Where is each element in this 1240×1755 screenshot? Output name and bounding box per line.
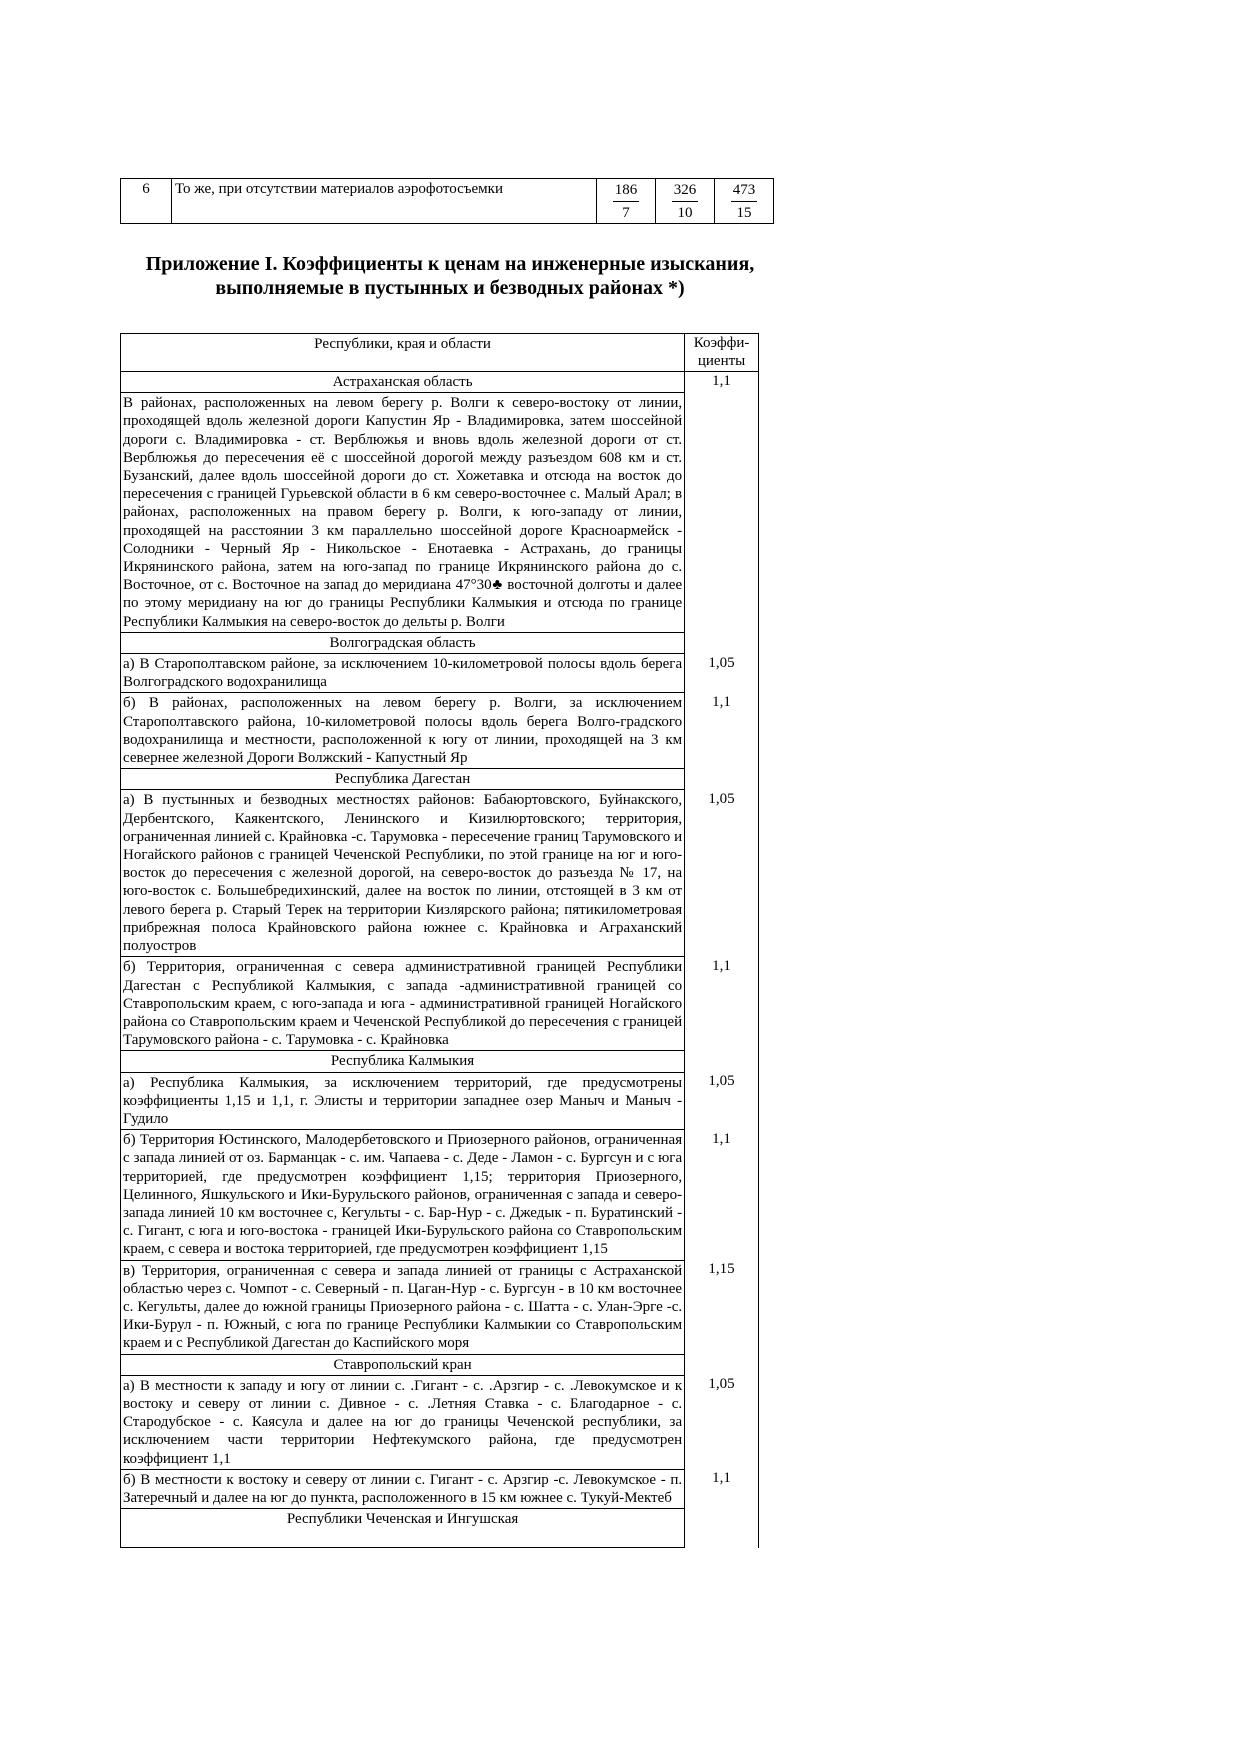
heading-line-1: Приложение I. Коэффициенты к ценам на инженерные изыскания, [145,253,755,275]
table-row [121,1051,759,1072]
coefficient-value: 1,05 [685,1072,759,1130]
coefficient-value [685,393,759,633]
table-row [121,1509,759,1548]
region-title: Астраханская область [121,372,685,393]
area-description: а) В пустынных и безводных местностях районов: Бабаюртовского, Буйнакского, Дербентского, Каякентского, Ленинского и Кизилюртовского; территория, ограниченная линией с. Крайновка -с. Тарумовка - пересечение границ Тарумовского и Ногайского районов с границей Чеченской Республики, по этой границе на юг и юго-восток до пересечения с железной дорогой, на северо-восток до разъезда № 17, на юго-восток с. Большебредихинский, далее на восток по линии, отстоящей в 3 км от левого берега р. Старый Терек на территории Кизлярского района; пятикилометровая прибрежная полоса Крайновского района южнее с. Крайновка и Аграханский полуостров [121,790,685,957]
coefficient-value [685,1509,759,1548]
table-row [121,1130,759,1260]
region-title: Волгоградская область [121,632,685,653]
coefficient-value [685,769,759,790]
table-row [121,1375,759,1469]
fraction-cell [597,179,656,224]
table-row [121,1469,759,1508]
area-description: в) Территория, ограниченная с севера и запада линией от границы с Астраханской областью через с. Чомпот - с. Северный - п. Цаган-Нур - с. Бургсун - в 10 км восточнее с. Кегульты, далее до южной границы Приозерного района - с. Шатта - с. Улан-Эрге -с. Ики-Бурул - п. Южный, с юга по границе Республики Калмыкии со Ставропольским краем и с Республикой Дагестан до Каспийского моря [121,1260,685,1354]
area-description: а) Республика Калмыкия, за исключением территорий, где предусмотрены коэффициенты 1,15 и 1,1, г. Элисты и территории западнее озер Маныч и Маныч - Гудило [121,1072,685,1130]
area-description: б) Территория, ограниченная с севера административной границей Республики Дагестан с Республикой Калмыкия, с запада -административной границей со Ставропольским краем, с юго-запада и юга - административной границей Ногайского района со Ставропольским краем и Чеченской Республикой до пересечения с границей Тарумовского района - с. Тарумовка - с. Крайновка [121,957,685,1051]
fraction-cell [715,179,774,224]
coefficient-value [685,1051,759,1072]
region-title: Ставропольский кран [121,1354,685,1375]
area-description: б) Территория Юстинского, Малодербетовского и Приозерного районов, ограниченная с запада линией от оз. Барманцак - с. им. Чапаева - с. Деде - Ламон - с. Бургсун и с юга территорией, где предусмотрен коэффициент 1,15; территория Приозерного, Целинного, Яшкульского и Ики-Бурульского районов, ограниченная с запада и северо-запада линией 10 км восточнее с, Кегульты - с. Бар-Нур - с. Джедык - п. Буратинский - с. Гигант, с юга и юго-востока - границей Ики-Бурульского района со Ставропольским краем, с севера и востока территорией, где предусмотрен коэффициент 1,15 [121,1130,685,1260]
row-number: 6 [121,179,172,224]
fraction-denominator: 7 [622,205,630,221]
coefficient-value: 1,05 [685,654,759,693]
coefficient-value: 1,1 [685,372,759,393]
table-row [121,372,759,393]
table-row [121,393,759,633]
table-row [121,957,759,1051]
fraction-denominator: 10 [677,205,693,221]
coefficient-value: 1,1 [685,693,759,769]
appendix-heading [110,252,790,300]
coefficient-value: 1,1 [685,1130,759,1260]
table-row [121,769,759,790]
area-description: а) В местности к западу и югу от линии с. .Гигант - с. .Арзгир - с. .Левокумское и к востоку и северу от линии с. Дивное - с. .Летняя Ставка - с. Благодарное - с. Стародубское - с. Каясула и далее на юг до границы Чеченской республики, за исключением части территории Нефтекумского района, где предусмотрен коэффициент 1,1 [121,1375,685,1469]
table-row [121,654,759,693]
fraction-numerator: 186 [613,182,639,202]
table-row [121,1072,759,1130]
table-row [121,693,759,769]
coefficient-value: 1,15 [685,1260,759,1354]
table-row [121,632,759,653]
region-title: Республика Калмыкия [121,1051,685,1072]
fraction-numerator: 473 [731,182,757,202]
heading-line-2: выполняемые в пустынных и безводных районах *) [215,277,685,299]
header-regions: Республики, края и области [121,334,685,372]
table-row [121,1260,759,1354]
coefficient-value: 1,1 [685,1469,759,1508]
fraction-numerator: 326 [672,182,698,202]
coefficient-value [685,632,759,653]
table-row [121,790,759,957]
fraction-cell [656,179,715,224]
region-title: Республика Дагестан [121,769,685,790]
previous-table-row [120,178,774,224]
area-description: б) В местности к востоку и северу от линии с. Гигант - с. Арзгир -с. Левокумское - п. Затеречный и далее на юг до пункта, расположенного в 15 км южнее с. Тукуй-Мектеб [121,1469,685,1508]
coefficient-value [685,1354,759,1375]
table-row [121,1354,759,1375]
area-description: б) В районах, расположенных на левом берегу р. Волги, за исключением Старополтавского района, 10-километровой полосы вдоль берега Волго-градского водохранилища и местности, расположенной к югу от линии, проходящей на 3 км севернее железной Дороги Волжский - Капустный Яр [121,693,685,769]
coefficients-table [120,333,759,1548]
table-header-row [121,334,759,372]
row-description: То же, при отсутствии материалов аэрофотосъемки [172,179,597,224]
header-coefficients: Коэффи-циенты [685,334,759,372]
fraction-denominator: 15 [736,205,752,221]
area-description: В районах, расположенных на левом берегу р. Волги к северо-востоку от линии, проходящей вдоль железной дороги Капустин Яр - Владимировка, затем шоссейной дороги с. Владимировка - ст. Верблюжья и вновь вдоль железной дороги от ст. Верблюжья до пересечения её с шоссейной дорогой между разъездом 608 км и ст. Бузанский, далее вдоль шоссейной дороги до ст. Хожетавка и отсюда на восток до пересечения с границей Гурьевской области в 6 км северо-восточнее с. Малый Арал; в районах, расположенных на правом берегу р. Волги, к юго-западу от линии, проходящей на расстоянии 3 км параллельно шоссейной дороге Красноармейск - Солодники - Черный Яр - Никольское - Енотаевка - Астрахань, до границы Икрянинского района, затем на юго-запад по границе Икрянинского района до с. Восточное, от с. Восточное на запад до меридиана 47°30♣ восточной долготы и далее по этому меридиану на юг до границы Республики Калмыкия и отсюда по границе Республики Калмыкия на северо-восток до дельты р. Волги [121,393,685,633]
area-description: а) В Старополтавском районе, за исключением 10-километровой полосы вдоль берега Волгоградского водохранилища [121,654,685,693]
coefficient-value: 1,1 [685,957,759,1051]
region-title: Республики Чеченская и Ингушская [121,1509,685,1548]
coefficient-value: 1,05 [685,790,759,957]
coefficient-value: 1,05 [685,1375,759,1469]
